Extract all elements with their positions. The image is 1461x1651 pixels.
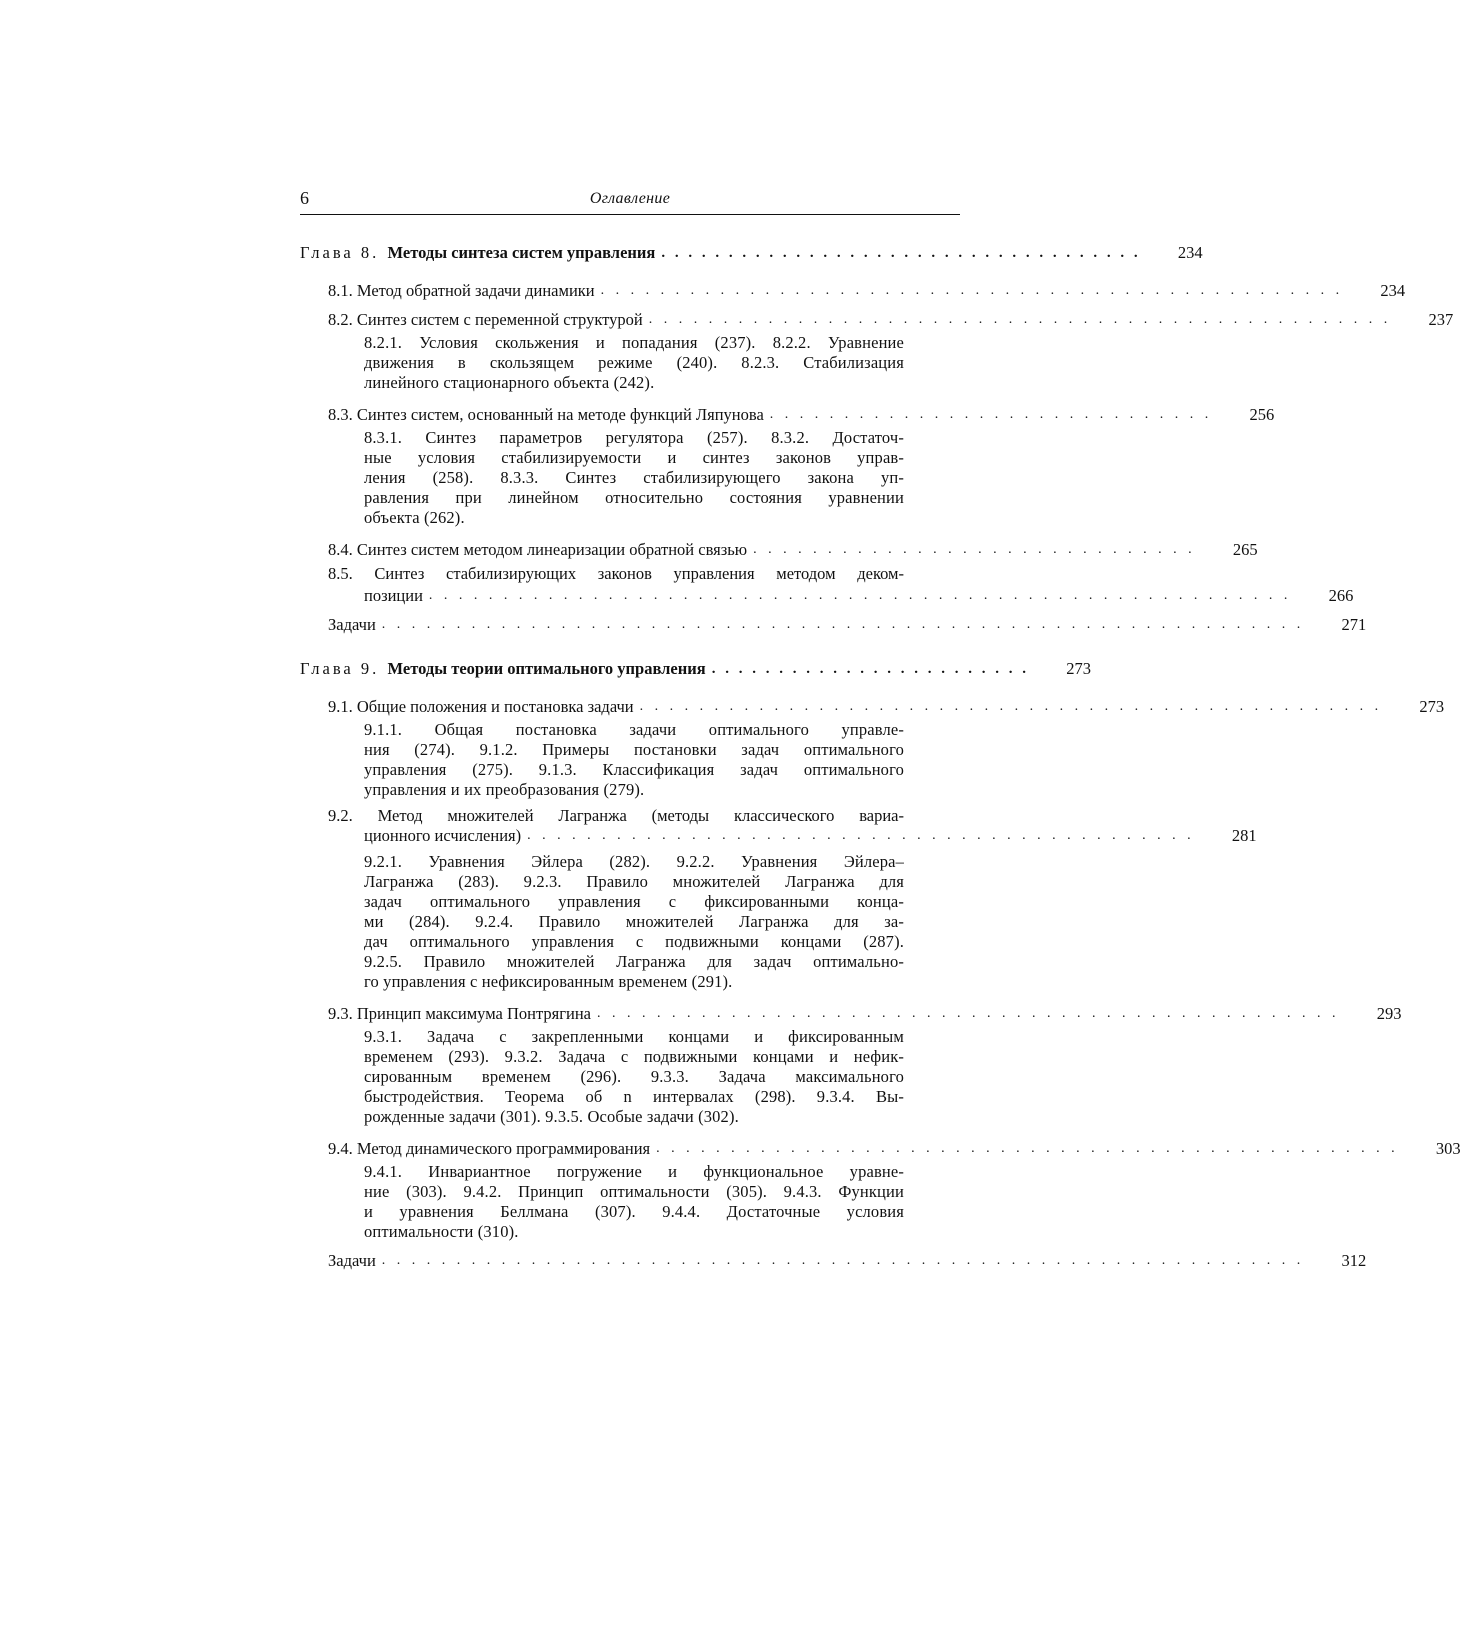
subsection-line: оптимальности (310). [364, 1222, 519, 1241]
section-label: 9.1. Общие положения и постановка задачи [328, 697, 634, 716]
leader-dots: . . . . . . . . . . . . . . . . . . . . . . . . . . . . . . . . . . . . [661, 245, 1141, 261]
chapter-prefix: Глава 9. [300, 659, 380, 678]
chapter-title: Методы синтеза систем управления [387, 243, 656, 262]
section-label: 8.5. Синтез стабилизирующих законов управления методом деком- [328, 564, 904, 583]
page-ref: 234 [1177, 243, 1203, 262]
section-8-2[interactable] [328, 310, 1454, 330]
section-label: 9.3. Принцип максимума Понтрягина [328, 1004, 591, 1023]
leader-dots: . . . . . . . . . . . . . . . . . . . . . . . . . . . . . . . . . . . . . . . . . . . . . . . . . . . . . . . . . . [428, 588, 1292, 603]
section-label: 8.2. Синтез систем с переменной структурой [328, 310, 643, 329]
subsection-list [364, 428, 904, 528]
chapter-prefix: Глава 8. [300, 243, 380, 262]
leader-dots: . . . . . . . . . . . . . . . . . . . . . . . . . . . . . . . . . . . . . . . . . . . . . . . . . . . . . . . . . . . . . . [381, 617, 1305, 632]
subsection-list [364, 720, 904, 800]
page-ref: 312 [1341, 1251, 1367, 1270]
chapter-title: Методы теории оптимального управления [387, 659, 706, 678]
section-9-4[interactable] [328, 1139, 1461, 1159]
subsection-line: ние (303). 9.4.2. Принцип оптимальности (305). 9.4.3. Функции [364, 1182, 904, 1201]
subsection-line: 9.1.1. Общая постановка задачи оптимального управле- [364, 720, 904, 739]
page-ref: 265 [1232, 540, 1258, 559]
subsection-list [364, 852, 904, 992]
page-ref: 273 [1066, 659, 1091, 678]
problems-chapter-8[interactable] [328, 615, 1367, 635]
subsection-line: линейного стационарного объекта (242). [364, 373, 655, 392]
subsection-line: рожденные задачи (301). 9.3.5. Особые задачи (302). [364, 1107, 739, 1126]
subsection-line: го управления с нефиксированным временем (291). [364, 972, 733, 991]
leader-dots: . . . . . . . . . . . . . . . . . . . . . . . . . . . . . . [753, 542, 1196, 557]
subsection-line: временем (293). 9.3.2. Задача с подвижными концами и нефик- [364, 1047, 904, 1066]
subsection-line: задач оптимального управления с фиксированными конца- [364, 892, 904, 911]
subsection-line: ные условия стабилизируемости и синтез законов управ- [364, 448, 904, 467]
subsection-line: 9.3.1. Задача с закрепленными концами и фиксированным [364, 1027, 904, 1046]
subsection-line: равления при линейном относительно состояния уравнении [364, 488, 904, 507]
problems-label: Задачи [328, 615, 376, 634]
subsection-line: быстродействия. Теорема об n интервалах (298). 9.3.4. Вы- [364, 1087, 904, 1106]
section-8-3[interactable] [328, 405, 1275, 425]
page-number: 6 [300, 188, 309, 208]
subsection-line: и уравнения Беллмана (307). 9.4.4. Достаточные условия [364, 1202, 904, 1221]
section-label: 8.4. Синтез систем методом линеаризации обратной связью [328, 540, 748, 559]
subsection-list [364, 333, 904, 393]
running-header [300, 188, 960, 215]
page-ref: 256 [1249, 405, 1275, 424]
page-ref: 273 [1419, 697, 1445, 716]
section-label: 8.3. Синтез систем, основанный на методе функций Ляпунова [328, 405, 764, 424]
subsection-line: 9.2.1. Уравнения Эйлера (282). 9.2.2. Уравнения Эйлера– [364, 852, 904, 871]
page-ref: 281 [1231, 826, 1257, 845]
page-ref: 237 [1428, 310, 1454, 329]
page-ref: 266 [1328, 586, 1354, 605]
subsection-line: управления (275). 9.1.3. Классификация задач оптимального [364, 760, 904, 779]
leader-dots: . . . . . . . . . . . . . . . . . . . . . . . . . . . . . . . . . . . . . . . . . . . . . . . . . . [648, 312, 1392, 327]
section-8-5[interactable] [328, 564, 1354, 606]
subsection-line: 8.3.1. Синтез параметров регулятора (257). 8.3.2. Достаточ- [364, 428, 904, 447]
section-label: 9.2. Метод множителей Лагранжа (методы классического вариа- [328, 806, 904, 825]
subsection-list [364, 1027, 904, 1127]
subsection-line: 8.2.1. Условия скольжения и попадания (237). 8.2.2. Уравнение [364, 333, 904, 352]
subsection-line: ления (258). 8.3.3. Синтез стабилизирующего закона уп- [364, 468, 904, 487]
subsection-line: объекта (262). [364, 508, 465, 527]
page-ref: 234 [1380, 281, 1406, 300]
leader-dots: . . . . . . . . . . . . . . . . . . . . . . . . . . . . . . [769, 407, 1213, 422]
section-label-continued: ционного исчисления) [364, 826, 522, 845]
problems-label: Задачи [328, 1251, 376, 1270]
section-9-2[interactable] [328, 806, 1257, 846]
subsection-line: 9.2.5. Правило множителей Лагранжа для задач оптимально- [364, 952, 904, 971]
section-9-1[interactable] [328, 697, 1445, 717]
leader-dots: . . . . . . . . . . . . . . . . . . . . . . . . . . . . . . . . . . . . . . . . . . . . . . . . . . [596, 1006, 1340, 1021]
subsection-list [364, 1162, 904, 1242]
leader-dots: . . . . . . . . . . . . . . . . . . . . . . . . . . . . . . . . . . . . . . . . . . . . . . . . . . [600, 283, 1344, 298]
section-8-4[interactable] [328, 540, 1258, 560]
section-label: 9.4. Метод динамического программирования [328, 1139, 651, 1158]
leader-dots: . . . . . . . . . . . . . . . . . . . . . . . . . . . . . . . . . . . . . . . . . . . . . . . . . . [656, 1141, 1399, 1156]
section-label-continued: позиции [364, 586, 423, 605]
subsection-line: движения в скользящем режиме (240). 8.2.3. Стабилизация [364, 353, 904, 372]
section-9-3[interactable] [328, 1004, 1402, 1024]
table-of-contents [300, 243, 1461, 1271]
leader-dots: . . . . . . . . . . . . . . . . . . . . . . . . . . . . . . . . . . . . . . . . . . . . . . . . . . [639, 699, 1383, 714]
subsection-line: ния (274). 9.1.2. Примеры постановки задач оптимального [364, 740, 904, 759]
book-page [300, 188, 1461, 1271]
chapter-8-entry[interactable] [300, 243, 1203, 263]
subsection-line: ми (284). 9.2.4. Правило множителей Лагранжа для за- [364, 912, 904, 931]
leader-dots: . . . . . . . . . . . . . . . . . . . . . . . . . . . . . . . . . . . . . . . . . . . . . [527, 828, 1195, 843]
problems-chapter-9[interactable] [328, 1251, 1367, 1271]
chapter-9-entry[interactable] [300, 659, 1091, 679]
leader-dots: . . . . . . . . . . . . . . . . . . . . . . . . . . . . . . . . . . . . . . . . . . . . . . . . . . . . . . . . . . . . . . [381, 1253, 1305, 1268]
page-ref: 303 [1435, 1139, 1461, 1158]
section-8-1[interactable] [328, 281, 1406, 301]
leader-dots: . . . . . . . . . . . . . . . . . . . . . . . . [711, 661, 1029, 677]
running-title: Оглавление [589, 190, 671, 207]
subsection-line: Лагранжа (283). 9.2.3. Правило множителей Лагранжа для [364, 872, 904, 891]
subsection-line: сированным временем (296). 9.3.3. Задача максимального [364, 1067, 904, 1086]
subsection-line: 9.4.1. Инвариантное погружение и функциональное уравне- [364, 1162, 904, 1181]
page-ref: 271 [1341, 615, 1367, 634]
page-ref: 293 [1376, 1004, 1402, 1023]
subsection-line: дач оптимального управления с подвижными концами (287). [364, 932, 904, 951]
section-label: 8.1. Метод обратной задачи динамики [328, 281, 595, 300]
subsection-line: управления и их преобразования (279). [364, 780, 645, 799]
